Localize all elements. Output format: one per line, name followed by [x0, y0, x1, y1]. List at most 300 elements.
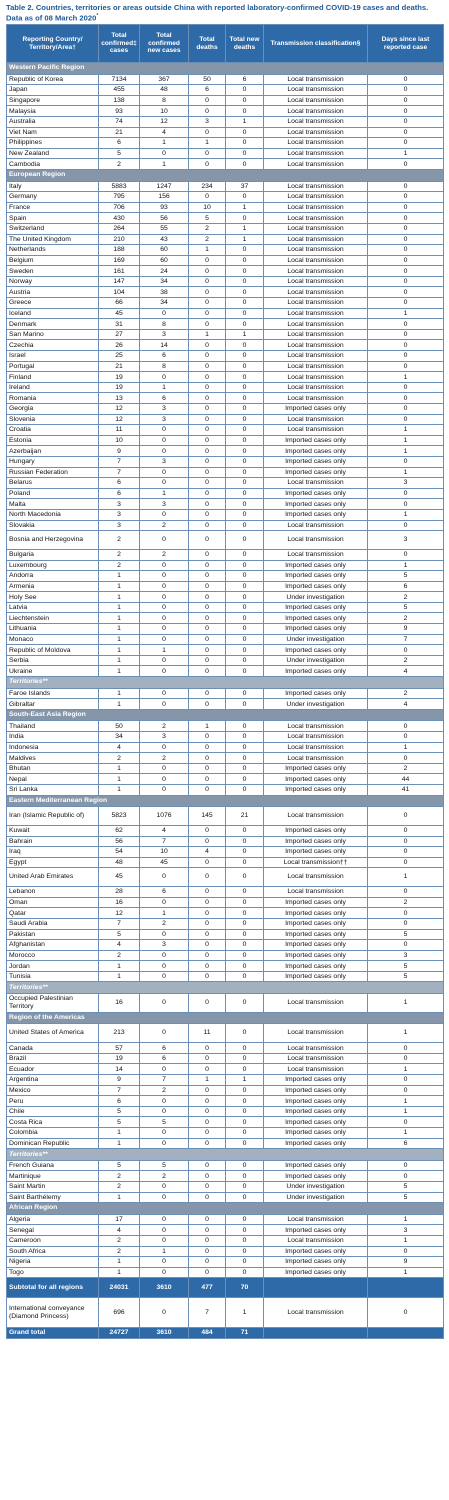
- cell-value: 0: [226, 478, 264, 489]
- cell-value: 4: [189, 847, 226, 858]
- region-header-row: [7, 1203, 444, 1215]
- cell-value: 60: [140, 255, 189, 266]
- table-row: [7, 961, 444, 972]
- cell-value: 28: [99, 887, 140, 898]
- cell-value: 0: [226, 1096, 264, 1107]
- cell-value: 0: [140, 971, 189, 982]
- cell-country: Thailand: [7, 721, 99, 732]
- cell-value: 21: [226, 807, 264, 826]
- cell-value: 706: [99, 202, 140, 213]
- cell-transmission: Imported cases only: [264, 435, 368, 446]
- cell-value: 0: [140, 868, 189, 887]
- cell-value: [368, 1278, 444, 1298]
- table-row: [7, 868, 444, 887]
- cell-country: North Macedonia: [7, 509, 99, 520]
- cell-country: Costa Rica: [7, 1117, 99, 1128]
- cell-value: 0: [226, 971, 264, 982]
- cell-value: 0: [140, 961, 189, 972]
- cell-transmission: Imported cases only: [264, 1225, 368, 1236]
- cell-value: 5: [99, 1106, 140, 1117]
- cell-country: Gibraltar: [7, 699, 99, 710]
- cell-country: New Zealand: [7, 148, 99, 159]
- cell-value: 0: [226, 774, 264, 785]
- cell-value: 1: [99, 961, 140, 972]
- cell-value: 0: [368, 202, 444, 213]
- cell-country: Russian Federation: [7, 467, 99, 478]
- cell-value: 0: [189, 255, 226, 266]
- cell-value: 1: [368, 1106, 444, 1117]
- cell-value: 0: [189, 645, 226, 656]
- cell-value: 2: [368, 763, 444, 774]
- cell-value: 0: [226, 138, 264, 149]
- cell-value: 4: [140, 127, 189, 138]
- cell-value: 14: [99, 1064, 140, 1075]
- table-row: [7, 266, 444, 277]
- cell-value: 3: [368, 1225, 444, 1236]
- cell-value: 0: [226, 1106, 264, 1117]
- cell-transmission: Local transmission: [264, 287, 368, 298]
- cell-value: 0: [368, 340, 444, 351]
- cell-transmission: [264, 1278, 368, 1298]
- cell-value: 0: [226, 159, 264, 170]
- cell-value: 1: [368, 1024, 444, 1043]
- table-row: [7, 1171, 444, 1182]
- cell-country: India: [7, 732, 99, 743]
- cell-country: Canada: [7, 1043, 99, 1054]
- cell-country: Nigeria: [7, 1257, 99, 1268]
- table-row: [7, 95, 444, 106]
- cell-value: 0: [189, 1214, 226, 1225]
- cell-transmission: Local transmission: [264, 1298, 368, 1328]
- cell-transmission: Imported cases only: [264, 467, 368, 478]
- table-row: [7, 361, 444, 372]
- cell-value: 0: [368, 414, 444, 425]
- cell-value: 795: [99, 192, 140, 203]
- table-row: [7, 478, 444, 489]
- group-label: Region of the Americas: [7, 1012, 444, 1024]
- cell-value: 8: [140, 319, 189, 330]
- cell-value: 0: [368, 908, 444, 919]
- cell-value: 1: [99, 971, 140, 982]
- cell-transmission: Local transmission: [264, 372, 368, 383]
- cell-transmission: Local transmission: [264, 742, 368, 753]
- cell-country: Cambodia: [7, 159, 99, 170]
- cell-transmission: Imported cases only: [264, 1117, 368, 1128]
- cell-value: 0: [368, 1298, 444, 1328]
- cell-value: 0: [189, 340, 226, 351]
- cell-value: 6: [99, 1096, 140, 1107]
- table-row: [7, 234, 444, 245]
- table-row: [7, 287, 444, 298]
- cell-value: 0: [189, 742, 226, 753]
- cell-transmission: Imported cases only: [264, 688, 368, 699]
- cell-value: 2: [99, 531, 140, 550]
- cell-value: 0: [140, 446, 189, 457]
- cell-value: 1: [99, 592, 140, 603]
- cell-value: 0: [226, 245, 264, 256]
- cell-value: 93: [140, 202, 189, 213]
- table-row: [7, 1075, 444, 1086]
- cell-country: Austria: [7, 287, 99, 298]
- cell-value: 0: [368, 520, 444, 531]
- cell-value: 0: [226, 950, 264, 961]
- cell-value: 10: [140, 847, 189, 858]
- cell-value: 0: [368, 1075, 444, 1086]
- cell-value: 0: [226, 1160, 264, 1171]
- cell-value: 6: [140, 1053, 189, 1064]
- cell-value: 0: [140, 929, 189, 940]
- cell-value: 0: [226, 613, 264, 624]
- cell-value: 0: [226, 127, 264, 138]
- cell-transmission: Local transmission: [264, 721, 368, 732]
- cell-value: 0: [189, 1257, 226, 1268]
- cell-value: 6: [140, 393, 189, 404]
- cell-value: 455: [99, 85, 140, 96]
- table-row: [7, 116, 444, 127]
- cell-transmission: Local transmission: [264, 351, 368, 362]
- cell-value: 0: [368, 255, 444, 266]
- table-row: [7, 688, 444, 699]
- table-row: [7, 699, 444, 710]
- cell-value: 0: [226, 255, 264, 266]
- header-transmission: Transmission classification§: [264, 25, 368, 63]
- cell-country: Norway: [7, 276, 99, 287]
- cell-transmission: Imported cases only: [264, 847, 368, 858]
- cell-value: 2: [99, 159, 140, 170]
- cell-transmission: Local transmission: [264, 127, 368, 138]
- cell-value: 34: [140, 276, 189, 287]
- cell-transmission: Imported cases only: [264, 1257, 368, 1268]
- cell-country: Luxembourg: [7, 560, 99, 571]
- cell-value: 6: [99, 138, 140, 149]
- cell-transmission: Local transmission: [264, 1235, 368, 1246]
- cell-value: 0: [189, 1053, 226, 1064]
- table-row: [7, 1024, 444, 1043]
- table-row: [7, 613, 444, 624]
- cell-value: 2: [99, 560, 140, 571]
- cell-value: 12: [140, 116, 189, 127]
- cell-value: 0: [368, 181, 444, 192]
- cell-value: 16: [99, 897, 140, 908]
- region-header-row: [7, 795, 444, 807]
- cell-transmission: Under investigation: [264, 699, 368, 710]
- cell-country: International conveyance (Diamond Princess): [7, 1298, 99, 1328]
- cell-transmission: Local transmission: [264, 202, 368, 213]
- cell-value: 5: [368, 571, 444, 582]
- table-row: [7, 414, 444, 425]
- cell-value: 19: [99, 382, 140, 393]
- table-row: [7, 753, 444, 764]
- cell-value: 0: [226, 85, 264, 96]
- cell-value: 0: [189, 520, 226, 531]
- cell-value: 0: [189, 456, 226, 467]
- cell-transmission: Local transmission: [264, 1024, 368, 1043]
- cell-value: 0: [226, 372, 264, 383]
- cell-country: Malta: [7, 499, 99, 510]
- cell-transmission: Local transmission: [264, 340, 368, 351]
- territories-header-row: [7, 982, 444, 994]
- cell-value: 0: [189, 571, 226, 582]
- cell-value: 0: [189, 435, 226, 446]
- cell-transmission: Local transmission: [264, 382, 368, 393]
- cell-value: 0: [368, 645, 444, 656]
- cell-value: 1: [226, 1075, 264, 1086]
- table-row: [7, 1106, 444, 1117]
- cell-country: Spain: [7, 213, 99, 224]
- cell-country: Martinique: [7, 1171, 99, 1182]
- table-row: [7, 446, 444, 457]
- cell-value: 0: [226, 1053, 264, 1064]
- cell-transmission: Imported cases only: [264, 456, 368, 467]
- cell-value: 5883: [99, 181, 140, 192]
- cell-value: 0: [226, 742, 264, 753]
- cell-value: 4: [99, 1225, 140, 1236]
- cell-value: 0: [226, 1085, 264, 1096]
- table-row: [7, 435, 444, 446]
- table-row: [7, 1181, 444, 1192]
- cell-value: 5823: [99, 807, 140, 826]
- cell-value: 1: [99, 1138, 140, 1149]
- cell-value: 1: [368, 1214, 444, 1225]
- cell-transmission: Local transmission: [264, 106, 368, 117]
- table-row: [7, 202, 444, 213]
- cell-country: Maldives: [7, 753, 99, 764]
- cell-value: 0: [226, 1214, 264, 1225]
- cell-value: 0: [226, 435, 264, 446]
- cell-value: 0: [226, 446, 264, 457]
- cell-value: 0: [140, 1235, 189, 1246]
- cell-value: 1: [99, 655, 140, 666]
- cell-country: Malaysia: [7, 106, 99, 117]
- cell-transmission: Local transmission: [264, 74, 368, 85]
- cell-value: 0: [189, 372, 226, 383]
- cell-value: 0: [368, 95, 444, 106]
- cell-value: 210: [99, 234, 140, 245]
- cell-value: 5: [99, 1160, 140, 1171]
- cell-country: Germany: [7, 192, 99, 203]
- cell-value: 7134: [99, 74, 140, 85]
- cell-country: Lebanon: [7, 887, 99, 898]
- cell-value: 3: [140, 940, 189, 951]
- cell-transmission: Imported cases only: [264, 645, 368, 656]
- cell-value: 696: [99, 1298, 140, 1328]
- cell-value: 0: [368, 382, 444, 393]
- table-header-row: [7, 25, 444, 63]
- cell-value: 19: [99, 372, 140, 383]
- cell-value: 0: [368, 1043, 444, 1054]
- cell-transmission: Under investigation: [264, 655, 368, 666]
- cell-value: 0: [226, 404, 264, 415]
- cell-transmission: Imported cases only: [264, 1128, 368, 1139]
- cell-value: 0: [226, 1235, 264, 1246]
- cell-value: 0: [140, 742, 189, 753]
- table-row: [7, 488, 444, 499]
- table-row: [7, 1053, 444, 1064]
- cell-value: 6: [368, 1138, 444, 1149]
- table-row: [7, 213, 444, 224]
- cell-value: 56: [140, 213, 189, 224]
- cell-value: 0: [226, 106, 264, 117]
- table-row: [7, 1246, 444, 1257]
- cell-value: 24031: [99, 1278, 140, 1298]
- cell-value: 0: [226, 1064, 264, 1075]
- table-row: [7, 994, 444, 1013]
- cell-value: 0: [226, 908, 264, 919]
- cell-value: 1247: [140, 181, 189, 192]
- cell-value: 25: [99, 351, 140, 362]
- cell-transmission: Local transmission: [264, 308, 368, 319]
- cell-value: 0: [189, 655, 226, 666]
- cell-value: 0: [189, 308, 226, 319]
- table-row: [7, 1160, 444, 1171]
- cell-value: 0: [226, 732, 264, 743]
- cell-value: 0: [226, 340, 264, 351]
- cell-value: 12: [99, 404, 140, 415]
- cell-value: 1: [368, 994, 444, 1013]
- cell-transmission: Local transmission: [264, 245, 368, 256]
- cell-transmission: Local transmission††: [264, 857, 368, 868]
- cell-value: 0: [368, 732, 444, 743]
- cell-value: 6: [368, 581, 444, 592]
- cell-country: Brazil: [7, 1053, 99, 1064]
- cell-value: 0: [189, 1096, 226, 1107]
- table-row: [7, 404, 444, 415]
- cell-value: 1: [99, 699, 140, 710]
- cell-value: 5: [368, 971, 444, 982]
- cell-transmission: Imported cases only: [264, 624, 368, 635]
- cell-value: 0: [226, 645, 264, 656]
- cell-value: 0: [189, 918, 226, 929]
- cell-value: 0: [189, 488, 226, 499]
- cell-value: 0: [226, 994, 264, 1013]
- cell-value: 0: [368, 192, 444, 203]
- table-row: [7, 1192, 444, 1203]
- cell-transmission: Imported cases only: [264, 1138, 368, 1149]
- cell-transmission: Imported cases only: [264, 1075, 368, 1086]
- cell-value: 5: [140, 1117, 189, 1128]
- cell-value: 1: [226, 1298, 264, 1328]
- cell-value: 1: [99, 624, 140, 635]
- cell-value: 13: [99, 393, 140, 404]
- table-row: [7, 666, 444, 677]
- cell-transmission: Local transmission: [264, 85, 368, 96]
- cell-value: 0: [226, 276, 264, 287]
- cell-value: 264: [99, 223, 140, 234]
- table-row: [7, 918, 444, 929]
- cell-value: [368, 1328, 444, 1339]
- cell-value: 0: [368, 499, 444, 510]
- cell-transmission: Imported cases only: [264, 1267, 368, 1278]
- cell-country: Georgia: [7, 404, 99, 415]
- cell-value: 0: [226, 961, 264, 972]
- cell-value: 0: [226, 1192, 264, 1203]
- cell-transmission: Under investigation: [264, 634, 368, 645]
- cell-value: 0: [140, 1267, 189, 1278]
- cell-country: South Africa: [7, 1246, 99, 1257]
- cell-value: 0: [189, 1064, 226, 1075]
- cell-transmission: Local transmission: [264, 1064, 368, 1075]
- cell-country: Republic of Moldova: [7, 645, 99, 656]
- cell-value: 0: [140, 308, 189, 319]
- cell-value: 2: [99, 1181, 140, 1192]
- cell-transmission: Under investigation: [264, 592, 368, 603]
- table-row: [7, 467, 444, 478]
- cell-country: Cameroon: [7, 1235, 99, 1246]
- table-row: [7, 1043, 444, 1054]
- table-row: [7, 807, 444, 826]
- cell-value: 24: [140, 266, 189, 277]
- cell-value: 1: [368, 1064, 444, 1075]
- cell-transmission: Local transmission: [264, 361, 368, 372]
- cell-value: 0: [189, 1181, 226, 1192]
- cell-value: 27: [99, 329, 140, 340]
- table-row: [7, 825, 444, 836]
- cell-country: Mexico: [7, 1085, 99, 1096]
- cell-value: 0: [189, 287, 226, 298]
- table-row: [7, 836, 444, 847]
- title-footnote-mark: *: [96, 13, 99, 19]
- cell-value: 1: [368, 372, 444, 383]
- table-row: [7, 940, 444, 951]
- cell-transmission: Under investigation: [264, 1181, 368, 1192]
- cell-value: 0: [226, 520, 264, 531]
- cell-value: 93: [99, 106, 140, 117]
- cell-value: 0: [140, 509, 189, 520]
- cell-value: 0: [140, 763, 189, 774]
- cell-value: 0: [140, 581, 189, 592]
- cell-transmission: Local transmission: [264, 181, 368, 192]
- cell-country: Monaco: [7, 634, 99, 645]
- cell-value: 0: [189, 613, 226, 624]
- cell-value: 0: [226, 887, 264, 898]
- cell-value: 0: [226, 784, 264, 795]
- cell-value: 1: [99, 1267, 140, 1278]
- cell-country: Bahrain: [7, 836, 99, 847]
- cell-value: 9: [99, 446, 140, 457]
- cell-country: Australia: [7, 116, 99, 127]
- cell-country: Hungary: [7, 456, 99, 467]
- table-row: [7, 531, 444, 550]
- cell-value: 9: [368, 624, 444, 635]
- cell-value: 0: [140, 425, 189, 436]
- cell-country: Nepal: [7, 774, 99, 785]
- table-row: [7, 1267, 444, 1278]
- cell-value: 1: [99, 1128, 140, 1139]
- cell-value: 1: [99, 571, 140, 582]
- cell-value: 0: [368, 847, 444, 858]
- cell-value: 5: [99, 148, 140, 159]
- cell-value: 3: [140, 456, 189, 467]
- cell-value: 3: [140, 499, 189, 510]
- cell-value: 0: [189, 774, 226, 785]
- table-row: [7, 1128, 444, 1139]
- table-row: [7, 634, 444, 645]
- table-row: [7, 148, 444, 159]
- cell-value: 0: [368, 488, 444, 499]
- table-row: [7, 774, 444, 785]
- cell-value: 1: [226, 234, 264, 245]
- cell-value: 0: [189, 382, 226, 393]
- cell-value: 0: [189, 361, 226, 372]
- cell-value: 21: [99, 127, 140, 138]
- cell-value: 0: [226, 897, 264, 908]
- cell-value: 0: [189, 624, 226, 635]
- cell-value: 0: [189, 1085, 226, 1096]
- cell-value: 0: [226, 868, 264, 887]
- cell-value: 0: [226, 1267, 264, 1278]
- table-row: [7, 655, 444, 666]
- cell-country: Belarus: [7, 478, 99, 489]
